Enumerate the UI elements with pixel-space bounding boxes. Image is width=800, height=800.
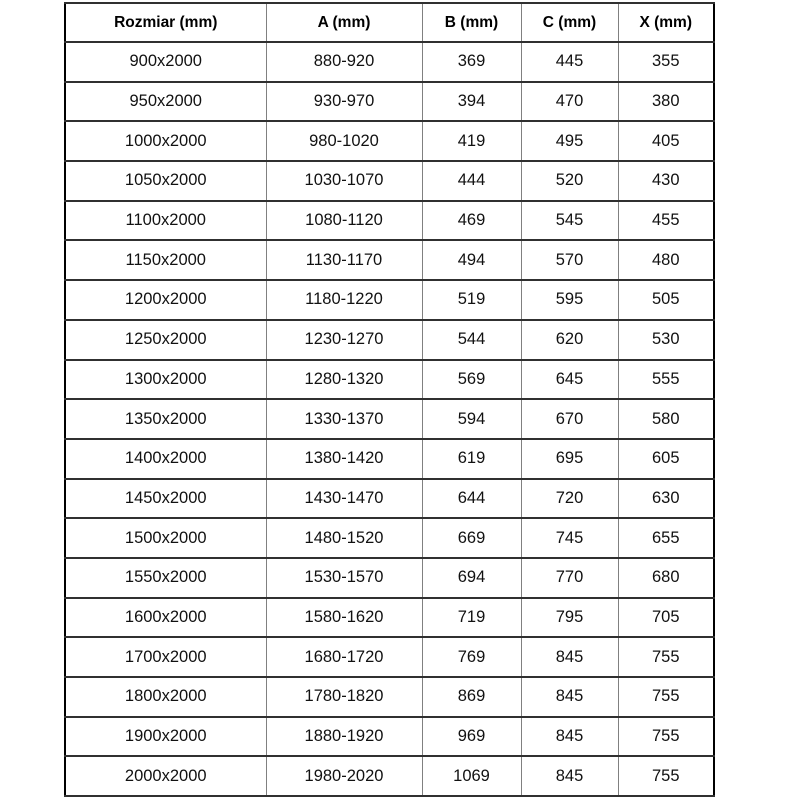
table-cell: 1580-1620 <box>266 598 422 638</box>
table-cell: 520 <box>521 161 618 201</box>
table-cell: 1250x2000 <box>65 320 266 360</box>
table-cell: 695 <box>521 439 618 479</box>
table-row <box>65 280 714 320</box>
table-row <box>65 598 714 638</box>
table-row <box>65 637 714 677</box>
table-cell: 1600x2000 <box>65 598 266 638</box>
table-row <box>65 399 714 439</box>
table-row <box>65 717 714 757</box>
table-cell: 569 <box>422 360 521 400</box>
table-cell: 969 <box>422 717 521 757</box>
table-row <box>65 320 714 360</box>
table-cell: 1200x2000 <box>65 280 266 320</box>
table-cell: 670 <box>521 399 618 439</box>
table-cell: 355 <box>618 42 714 82</box>
table-cell: 795 <box>521 598 618 638</box>
table-cell: 470 <box>521 82 618 122</box>
table-cell: 1800x2000 <box>65 677 266 717</box>
table-cell: 455 <box>618 201 714 241</box>
table-cell: 755 <box>618 756 714 796</box>
table-cell: 980-1020 <box>266 121 422 161</box>
table-cell: 950x2000 <box>65 82 266 122</box>
table-cell: 544 <box>422 320 521 360</box>
table-row <box>65 121 714 161</box>
table-row <box>65 479 714 519</box>
table-cell: 1080-1120 <box>266 201 422 241</box>
header-row <box>65 3 714 42</box>
table-row <box>65 756 714 796</box>
table-cell: 900x2000 <box>65 42 266 82</box>
table-cell: 1550x2000 <box>65 558 266 598</box>
table-cell: 545 <box>521 201 618 241</box>
table-cell: 530 <box>618 320 714 360</box>
size-table-container <box>64 2 715 797</box>
table-cell: 1500x2000 <box>65 518 266 558</box>
table-cell: 845 <box>521 756 618 796</box>
table-cell: 1280-1320 <box>266 360 422 400</box>
table-cell: 1530-1570 <box>266 558 422 598</box>
table-row <box>65 677 714 717</box>
table-cell: 720 <box>521 479 618 519</box>
table-cell: 1069 <box>422 756 521 796</box>
table-cell: 605 <box>618 439 714 479</box>
table-cell: 1450x2000 <box>65 479 266 519</box>
table-cell: 1050x2000 <box>65 161 266 201</box>
table-cell: 1230-1270 <box>266 320 422 360</box>
table-cell: 1180-1220 <box>266 280 422 320</box>
table-cell: 1880-1920 <box>266 717 422 757</box>
table-cell: 1030-1070 <box>266 161 422 201</box>
table-cell: 394 <box>422 82 521 122</box>
table-cell: 2000x2000 <box>65 756 266 796</box>
table-cell: 1480-1520 <box>266 518 422 558</box>
table-cell: 430 <box>618 161 714 201</box>
table-row <box>65 360 714 400</box>
table-cell: 755 <box>618 717 714 757</box>
table-cell: 769 <box>422 637 521 677</box>
table-cell: 595 <box>521 280 618 320</box>
table-cell: 469 <box>422 201 521 241</box>
table-cell: 620 <box>521 320 618 360</box>
table-row <box>65 518 714 558</box>
table-cell: 644 <box>422 479 521 519</box>
table-cell: 570 <box>521 240 618 280</box>
table-cell: 369 <box>422 42 521 82</box>
table-cell: 419 <box>422 121 521 161</box>
table-cell: 594 <box>422 399 521 439</box>
table-cell: 1150x2000 <box>65 240 266 280</box>
table-cell: 580 <box>618 399 714 439</box>
table-row <box>65 201 714 241</box>
table-cell: 705 <box>618 598 714 638</box>
table-cell: 1980-2020 <box>266 756 422 796</box>
table-cell: 405 <box>618 121 714 161</box>
table-cell: 1700x2000 <box>65 637 266 677</box>
table-row <box>65 439 714 479</box>
table-cell: 694 <box>422 558 521 598</box>
column-header: C (mm) <box>521 3 618 42</box>
table-cell: 845 <box>521 677 618 717</box>
table-cell: 444 <box>422 161 521 201</box>
table-cell: 655 <box>618 518 714 558</box>
table-cell: 494 <box>422 240 521 280</box>
table-cell: 619 <box>422 439 521 479</box>
column-header: X (mm) <box>618 3 714 42</box>
table-cell: 869 <box>422 677 521 717</box>
table-cell: 630 <box>618 479 714 519</box>
column-header: B (mm) <box>422 3 521 42</box>
table-cell: 445 <box>521 42 618 82</box>
table-cell: 719 <box>422 598 521 638</box>
table-cell: 1900x2000 <box>65 717 266 757</box>
table-cell: 755 <box>618 637 714 677</box>
table-cell: 1380-1420 <box>266 439 422 479</box>
table-cell: 1400x2000 <box>65 439 266 479</box>
table-cell: 1430-1470 <box>266 479 422 519</box>
table-cell: 845 <box>521 717 618 757</box>
column-header: A (mm) <box>266 3 422 42</box>
table-cell: 755 <box>618 677 714 717</box>
size-table <box>64 2 715 797</box>
table-cell: 1680-1720 <box>266 637 422 677</box>
table-row <box>65 82 714 122</box>
table-row <box>65 240 714 280</box>
table-cell: 1100x2000 <box>65 201 266 241</box>
table-cell: 519 <box>422 280 521 320</box>
table-cell: 1000x2000 <box>65 121 266 161</box>
table-row <box>65 161 714 201</box>
table-cell: 680 <box>618 558 714 598</box>
table-row <box>65 42 714 82</box>
table-cell: 495 <box>521 121 618 161</box>
table-cell: 745 <box>521 518 618 558</box>
table-cell: 645 <box>521 360 618 400</box>
table-cell: 380 <box>618 82 714 122</box>
column-header: Rozmiar (mm) <box>65 3 266 42</box>
table-body <box>65 42 714 796</box>
table-cell: 1130-1170 <box>266 240 422 280</box>
table-cell: 845 <box>521 637 618 677</box>
table-cell: 1330-1370 <box>266 399 422 439</box>
table-cell: 1350x2000 <box>65 399 266 439</box>
table-cell: 669 <box>422 518 521 558</box>
table-row <box>65 558 714 598</box>
table-cell: 930-970 <box>266 82 422 122</box>
table-cell: 480 <box>618 240 714 280</box>
table-cell: 505 <box>618 280 714 320</box>
table-cell: 770 <box>521 558 618 598</box>
table-cell: 1300x2000 <box>65 360 266 400</box>
table-cell: 555 <box>618 360 714 400</box>
table-cell: 1780-1820 <box>266 677 422 717</box>
table-cell: 880-920 <box>266 42 422 82</box>
